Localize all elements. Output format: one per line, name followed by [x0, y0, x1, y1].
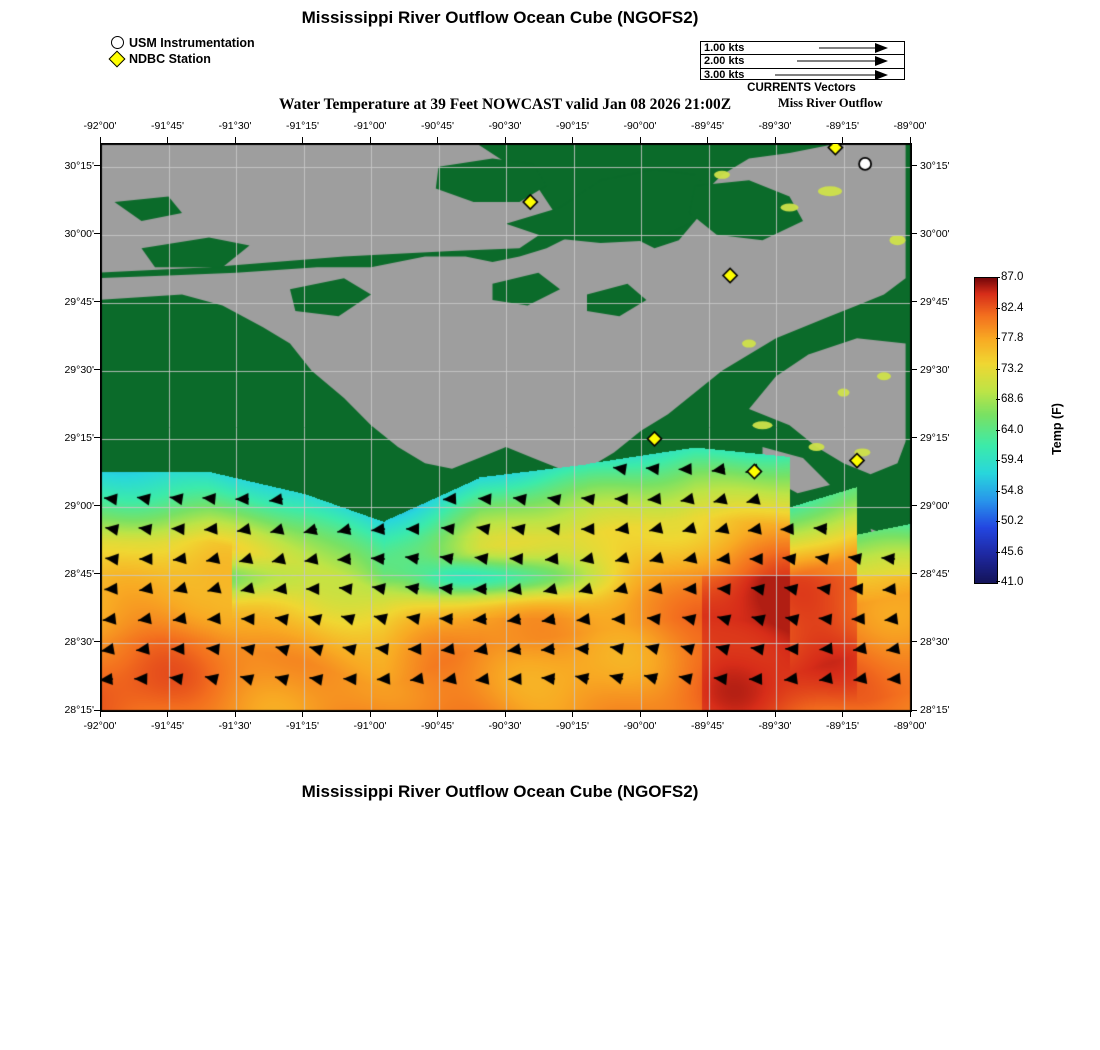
axis-x-tick [167, 711, 168, 717]
axis-x-tick [235, 137, 236, 143]
colorbar-tick-label: 41.0 [1001, 576, 1024, 588]
axis-x-tick [437, 137, 438, 143]
axis-x-tick-label: -89°00' [893, 120, 927, 132]
legend-item-label: NDBC Station [129, 52, 211, 66]
axis-x-tick-label: -92°00' [83, 120, 117, 132]
vector-key-row [701, 42, 904, 55]
vector-arrow-line-icon [775, 74, 875, 75]
vector-key-row [701, 69, 904, 81]
axis-y-tick-label: 28°15' [920, 704, 950, 716]
axis-y-tick-label: 29°15' [920, 431, 950, 444]
axis-x-tick [235, 711, 236, 717]
axis-y-tick-label: 29°00' [64, 499, 94, 512]
axis-x-tick [572, 137, 573, 143]
colorbar-tick [996, 581, 1000, 582]
axis-x-tick [640, 137, 641, 143]
axis-y-tick-label: 29°30' [920, 363, 950, 376]
axis-y-tick [94, 641, 100, 642]
legend-item-usm [110, 36, 255, 50]
axis-x-tick [100, 711, 101, 717]
axis-x-tick-label: -91°00' [353, 120, 387, 132]
axis-x-tick-label: -89°45' [690, 720, 725, 732]
vector-key-label: 2.00 kts [704, 55, 745, 68]
axis-y-tick [911, 710, 917, 711]
vector-arrow-line-icon [797, 61, 875, 62]
axis-y-tick [94, 233, 100, 234]
axis-y-tick-label: 28°30' [920, 635, 950, 648]
vector-key-row [701, 55, 904, 68]
colorbar-tick-label: 73.2 [1001, 362, 1024, 375]
axis-y-tick-label: 29°00' [920, 499, 950, 512]
axis-y-tick [911, 369, 917, 370]
axis-y-tick [94, 437, 100, 438]
colorbar-gradient [974, 277, 998, 584]
axis-x-tick [842, 137, 843, 143]
circle-marker-icon [110, 36, 126, 50]
axis-y-tick-label: 29°45' [64, 295, 94, 308]
axis-x-tick-label: -89°15' [825, 720, 860, 732]
axis-x-tick [370, 137, 371, 143]
axis-x-tick-label: -89°30' [758, 720, 792, 732]
vector-key-label: 3.00 kts [704, 68, 745, 81]
colorbar-tick-label: 82.4 [1001, 301, 1024, 314]
axis-y-tick [94, 165, 100, 166]
axis-x-tick [302, 137, 303, 143]
axis-x-tick-label: -89°30' [758, 120, 792, 132]
axis-x-tick [302, 711, 303, 717]
map-raster [101, 144, 911, 711]
axis-x-tick-label: -90°30' [488, 720, 522, 732]
axis-y-tick [911, 301, 917, 302]
axis-x-tick-label: -91°45' [150, 120, 185, 132]
colorbar-tick [996, 430, 1000, 431]
axis-x-tick [910, 711, 911, 717]
axis-x-tick-label: -91°15' [285, 120, 320, 132]
colorbar-tick [996, 338, 1000, 339]
currents-vector-key [700, 41, 905, 80]
map-legend [110, 36, 255, 68]
axis-y-tick-label: 30°15' [64, 159, 94, 172]
diamond-marker-icon [110, 52, 126, 66]
axis-x-tick-label: -92°00' [83, 720, 117, 732]
colorbar-tick-label: 54.8 [1001, 484, 1024, 497]
axis-x-tick [100, 137, 101, 143]
colorbar-tick [996, 491, 1000, 492]
axis-y-tick [94, 573, 100, 574]
axis-x-tick [505, 711, 506, 717]
vector-arrow-line-icon [819, 48, 875, 49]
axis-y-tick [911, 233, 917, 234]
axis-y-tick [94, 505, 100, 506]
axis-x-tick [910, 137, 911, 143]
river-outflow-label: Miss River Outflow [778, 96, 883, 110]
axis-y-tick [94, 369, 100, 370]
colorbar-tick [996, 277, 1000, 278]
axis-x-tick [437, 711, 438, 717]
axis-y-tick [94, 301, 100, 302]
axis-y-tick [94, 710, 100, 711]
axis-x-tick-label: -89°15' [825, 120, 860, 132]
axis-x-tick-label: -89°00' [893, 720, 927, 732]
axis-x-tick-label: -90°15' [555, 120, 590, 132]
currents-vectors-caption: CURRENTS Vectors [747, 82, 856, 94]
page-title: Mississippi River Outflow Ocean Cube (NGOFS2) [301, 8, 699, 27]
axis-x-tick-label: -90°00' [623, 720, 657, 732]
colorbar-tick-label: 87.0 [1001, 271, 1024, 283]
axis-x-tick-label: -90°30' [488, 120, 522, 132]
axis-y-tick-label: 28°15' [64, 704, 94, 716]
axis-y-tick [911, 505, 917, 506]
map-plot-area[interactable] [100, 143, 912, 712]
axis-x-tick [842, 711, 843, 717]
colorbar-tick [996, 369, 1000, 370]
axis-y-tick-label: 29°15' [64, 431, 94, 444]
colorbar-tick-label: 59.4 [1001, 454, 1024, 466]
axis-x-tick-label: -91°15' [285, 720, 320, 732]
axis-y-tick-label: 30°00' [920, 227, 950, 240]
vector-arrow-head-icon [875, 43, 888, 53]
vector-arrow-head-icon [875, 56, 888, 66]
vector-key-label: 1.00 kts [704, 42, 745, 54]
axis-x-tick-label: -90°00' [623, 120, 657, 132]
axis-x-tick-label: -91°00' [353, 720, 387, 732]
axis-x-tick [775, 711, 776, 717]
colorbar-tick [996, 521, 1000, 522]
colorbar-tick [996, 552, 1000, 553]
legend-item-label: USM Instrumentation [129, 36, 255, 50]
axis-y-tick [911, 641, 917, 642]
axis-y-tick-label: 29°45' [920, 295, 950, 308]
bottom-title: Mississippi River Outflow Ocean Cube (NGOFS2) [301, 782, 699, 801]
colorbar-tick-label: 45.6 [1001, 545, 1024, 558]
axis-y-tick-label: 30°15' [920, 159, 950, 172]
axis-x-tick-label: -89°45' [690, 120, 725, 132]
axis-y-tick [911, 573, 917, 574]
axis-x-tick [167, 137, 168, 143]
colorbar-tick [996, 308, 1000, 309]
vector-arrow-head-icon [875, 70, 888, 80]
axis-x-tick [707, 137, 708, 143]
colorbar-tick-label: 68.6 [1001, 393, 1024, 405]
axis-y-tick [911, 437, 917, 438]
axis-x-tick [370, 711, 371, 717]
axis-x-tick [640, 711, 641, 717]
axis-x-tick-label: -90°45' [420, 720, 455, 732]
legend-item-ndbc [110, 52, 255, 66]
axis-x-tick-label: -91°30' [218, 720, 252, 732]
axis-y-tick-label: 28°45' [64, 567, 94, 580]
axis-x-tick [572, 711, 573, 717]
axis-x-tick-label: -90°15' [555, 720, 590, 732]
colorbar-tick [996, 460, 1000, 461]
axis-x-tick-label: -91°30' [218, 120, 252, 132]
axis-y-tick [911, 165, 917, 166]
colorbar-tick [996, 399, 1000, 400]
axis-y-tick-label: 30°00' [64, 227, 94, 240]
axis-x-tick-label: -91°45' [150, 720, 185, 732]
axis-y-tick-label: 29°30' [64, 363, 94, 376]
map-subtitle: Water Temperature at 39 Feet NOWCAST valid Jan 08 2026 21:00Z [278, 96, 732, 113]
axis-y-tick-label: 28°30' [64, 635, 94, 648]
colorbar-tick-label: 77.8 [1001, 332, 1024, 344]
colorbar-tick-label: 64.0 [1001, 423, 1024, 436]
axis-y-tick-label: 28°45' [920, 567, 950, 580]
axis-x-tick [775, 137, 776, 143]
colorbar-title: Temp (F) [1050, 403, 1064, 455]
colorbar-tick-label: 50.2 [1001, 515, 1024, 527]
axis-x-tick [707, 711, 708, 717]
axis-x-tick [505, 137, 506, 143]
axis-x-tick-label: -90°45' [420, 120, 455, 132]
